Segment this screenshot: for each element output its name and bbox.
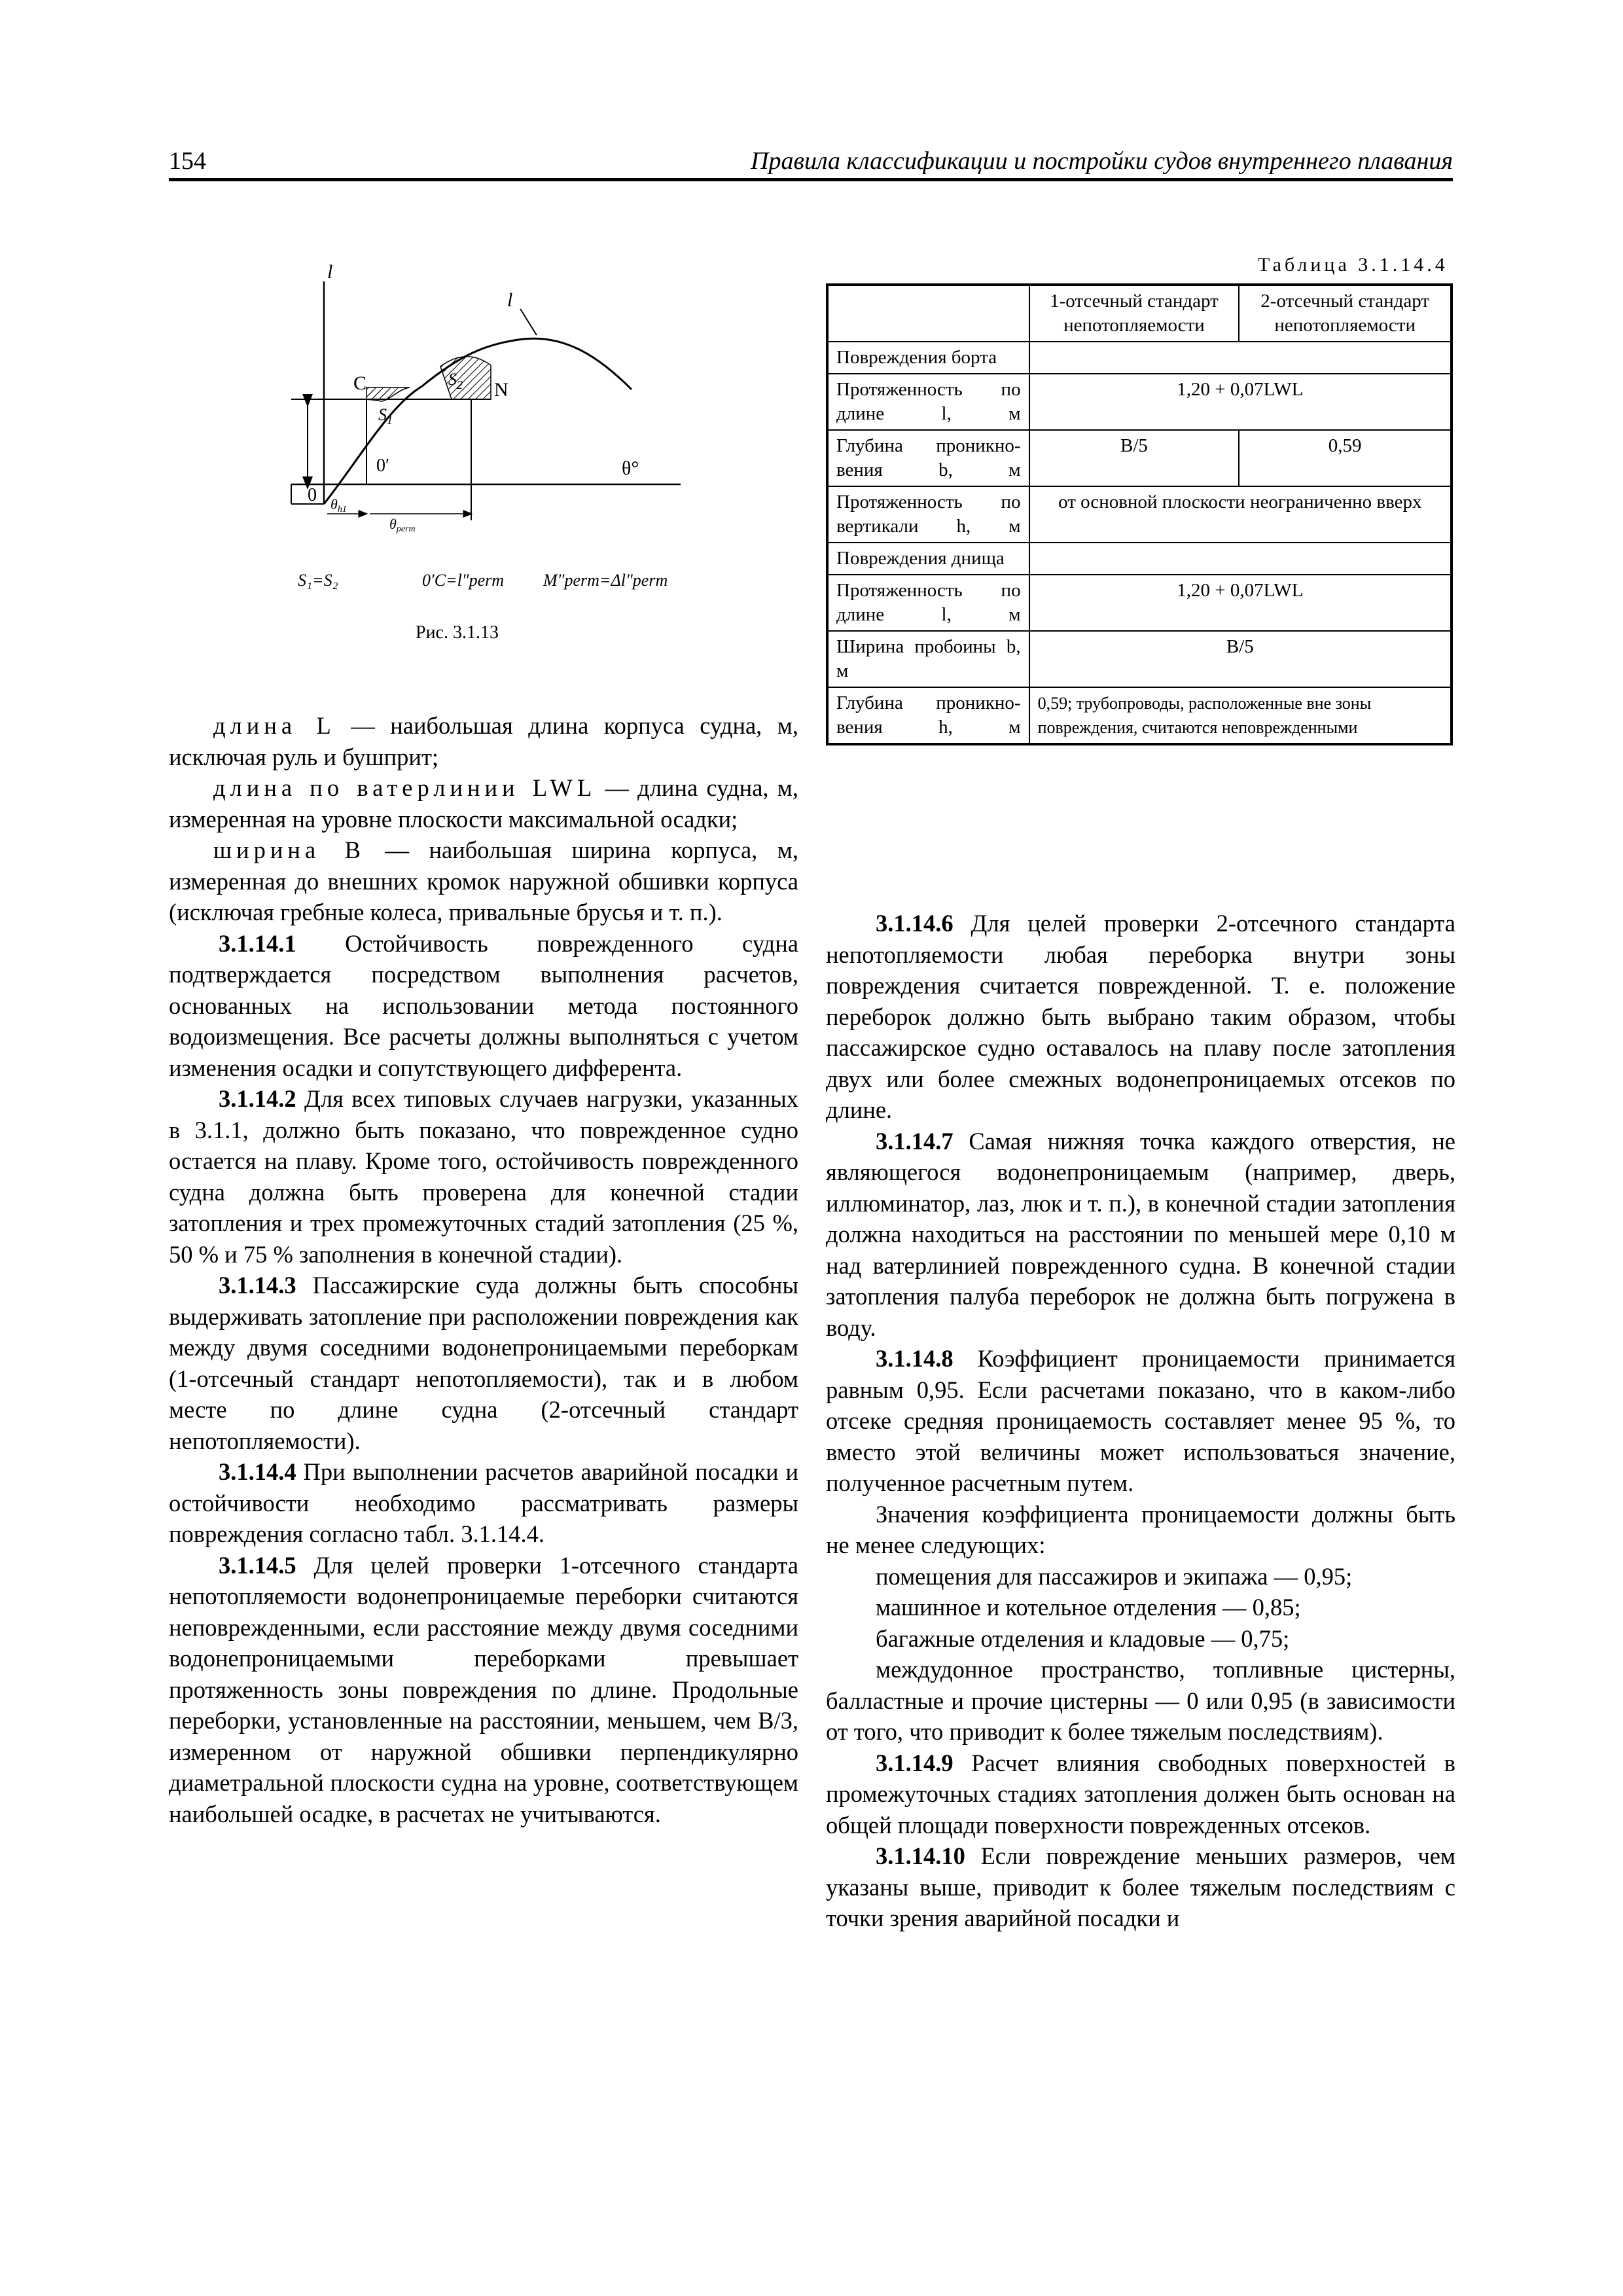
formula-1: S₁=S₂: [298, 571, 338, 590]
row-label: Протяженность по длине l, м: [827, 575, 1029, 631]
paragraph-3-1-14-4: 3.1.14.4 При выполнении расчетов аварийной посадки и остойчивости необходимо рассматривать размеры повреждения согласно табл. 3.1.14.4.: [169, 1458, 798, 1547]
table-caption: Таблица 3.1.14.4: [1258, 254, 1448, 276]
damage-table: [826, 283, 1453, 745]
table-row: [827, 486, 1452, 543]
x-axis-label: θ°: [622, 457, 639, 479]
definition-breadth: ширина B — наибольшая ширина корпуса, м, измеренная до внешних кромок наружной обшивки корпуса (исключая гребные колеса, привальные брусья и т. п.).: [169, 836, 798, 925]
table-row: [827, 687, 1452, 744]
table-row: [827, 543, 1452, 575]
figure-3-1-13: [249, 255, 707, 648]
header-rule: [169, 178, 1453, 181]
left-column: [169, 710, 798, 1829]
label-N: N: [494, 379, 508, 401]
paragraph-3-1-14-8: 3.1.14.8 Коэффициент проницаемости принимается равным 0,95. Если расчетами показано, что в каком-либо отсеке средняя проницаемость составляет менее 95 %, то вместо этой величины может использоваться значение, полученное расчетным путем.: [826, 1345, 1455, 1496]
col-header-2: 2-отсечный стандарт непотопляемости: [1239, 285, 1452, 342]
label-C: C: [353, 372, 367, 394]
y-axis-label: l: [327, 261, 333, 283]
label-S1: $S_1$: [378, 405, 393, 427]
row-value: 1,20 + 0,07LWL: [1029, 575, 1452, 631]
row-label: Повреждения днища: [827, 543, 1029, 575]
definition-waterline-length: длина по ватерлинии LWL — длина судна, м, измеренная на уровне плоскости максимальной осадки;: [169, 774, 799, 833]
permeability-intro: Значения коэффициента проницаемости должны быть не менее следующих:: [826, 1500, 1455, 1558]
paragraph-3-1-14-10: 3.1.14.10 Если повреждение меньших размеров, чем указаны выше, приводит к более тяжелым последствиям с точки зрения аварийной посадки и: [826, 1842, 1455, 1931]
formula-2: 0′C=l″perm: [422, 571, 505, 590]
paragraph-3-1-14-2: 3.1.14.2 Для всех типовых случаев нагрузки, указанных в 3.1.1, должно быть показано, что поврежденное судно остается на плаву. Кроме того, остойчивость поврежденного судна должна быть проверена для конечной стадии затопления и трех промежуточных стадий затопления (25 %, 50 % и 75 % заполнения в конечной стадии).: [169, 1085, 798, 1268]
list-item: междудонное пространство, топливные цистерны, балластные и прочие цистерны — 0 или 0,95 (в зависимости от того, что приводит к более тяжелым последствиям).: [826, 1656, 1455, 1745]
formula-3: M″perm=Δl″perm: [543, 571, 668, 590]
row-label: Протяженность по длине l, м: [827, 374, 1029, 430]
label-theta-perm: θperm: [389, 516, 416, 534]
row-value: от основной плоскости неограниченно вверх: [1029, 486, 1452, 543]
paragraph-3-1-14-3: 3.1.14.3 Пассажирские суда должны быть способны выдерживать затопление при расположении повреждения как между двумя соседними водонепроницаемыми переборкам (1-отсечный стандарт непотопляемости), так и в любом месте по длине судна (2-отсечный стандарт непотопляемости).: [169, 1272, 798, 1454]
paragraph-3-1-14-6: 3.1.14.6 Для целей проверки 2-отсечного стандарта непотопляемости любая переборка внутри зоны повреждения считается поврежденной. Т. е. положение переборок должно быть выбрано таким образом, чтобы пассажирское судно оставалось на плаву после затопления двух или более смежных водонепроницаемых отсеков по длине.: [826, 910, 1455, 1123]
definition-length: длина L — наибольшая длина корпуса судна, м, исключая руль и бушприт;: [169, 712, 798, 770]
paragraph-3-1-14-9: 3.1.14.9 Расчет влияния свободных поверхностей в промежуточных стадиях затопления должен быть основан на общей площади поверхности поврежденных отсеков.: [826, 1749, 1455, 1839]
paragraph-3-1-14-5: 3.1.14.5 Для целей проверки 1-отсечного стандарта непотопляемости водонепроницаемые переборки считаются неповрежденными, если расстояние между двумя соседними водонепроницаемыми переборками превышает протяженность зоны повреждения по длине. Продольные переборки, установленные на расстоянии, меньшем, чем B/3, измеренном от наружной обшивки перпендикулярно диаметральной плоскости судна на уровне, соответствующем наибольшей осадке, в расчетах не учитываются.: [169, 1551, 798, 1827]
table-row: [827, 575, 1452, 631]
table-row: [827, 430, 1452, 486]
running-title: Правила классификации и постройки судов внутреннего плавания: [751, 147, 1453, 175]
row-value: 1,20 + 0,07LWL: [1029, 374, 1452, 430]
row-label: Ширина пробоины b, м: [827, 631, 1029, 687]
row-value: B/5: [1029, 631, 1452, 687]
page-header: [169, 143, 1453, 181]
col-header-1: 1-отсечный стандарт непотопляемости: [1029, 285, 1240, 342]
label-origin: 0: [308, 485, 317, 505]
page-number: 154: [169, 147, 206, 175]
table-row: [827, 631, 1452, 687]
row-value: B/5: [1029, 430, 1240, 486]
row-label: Глубина проникно-вения b, м: [827, 430, 1029, 486]
row-label: Повреждения борта: [827, 342, 1029, 374]
right-column: [826, 908, 1455, 1934]
paragraph-3-1-14-7: 3.1.14.7 Самая нижняя точка каждого отверстия, не являющегося водонепроницаемым (например, дверь, иллюминатор, лаз, люк и т. п.), в конечной стадии затопления должна находиться на расстоянии по меньшей мере 0,10 м над ватерлинией поврежденного судна. В конечной стадии затопления палуба переборок не должна быть погружена в воду.: [826, 1127, 1455, 1341]
list-item: машинное и котельное отделения — 0,85;: [876, 1594, 1301, 1621]
figure-caption: Рис. 3.1.13: [416, 622, 499, 643]
row-value: 0,59: [1239, 430, 1452, 486]
table-row: [827, 342, 1452, 374]
row-label: Глубина проникно-вения h, м: [827, 687, 1029, 744]
row-label: Протяженность по вертикали h, м: [827, 486, 1029, 543]
label-theta-h1: θh1: [330, 496, 347, 514]
table-row: [827, 374, 1452, 430]
table-header-row: [827, 285, 1452, 342]
list-item: багажные отделения и кладовые — 0,75;: [876, 1624, 1290, 1652]
curve-label: l: [507, 289, 513, 311]
list-item: помещения для пассажиров и экипажа — 0,95;: [876, 1562, 1353, 1590]
row-value: 0,59; трубопроводы, расположенные вне зоны повреждения, считаются неповрежденными: [1029, 687, 1452, 744]
label-S2: $S_2$: [448, 370, 463, 391]
label-0prime: 0′: [376, 456, 390, 476]
paragraph-3-1-14-1: 3.1.14.1 Остойчивость поврежденного судна подтверждается посредством выполнения расчетов, основанных на использовании метода постоянного водоизмещения. Все расчеты должны выполняться с учетом изменения осадки и сопутствующего дифферента.: [169, 929, 798, 1081]
stability-diagram: [249, 255, 707, 648]
